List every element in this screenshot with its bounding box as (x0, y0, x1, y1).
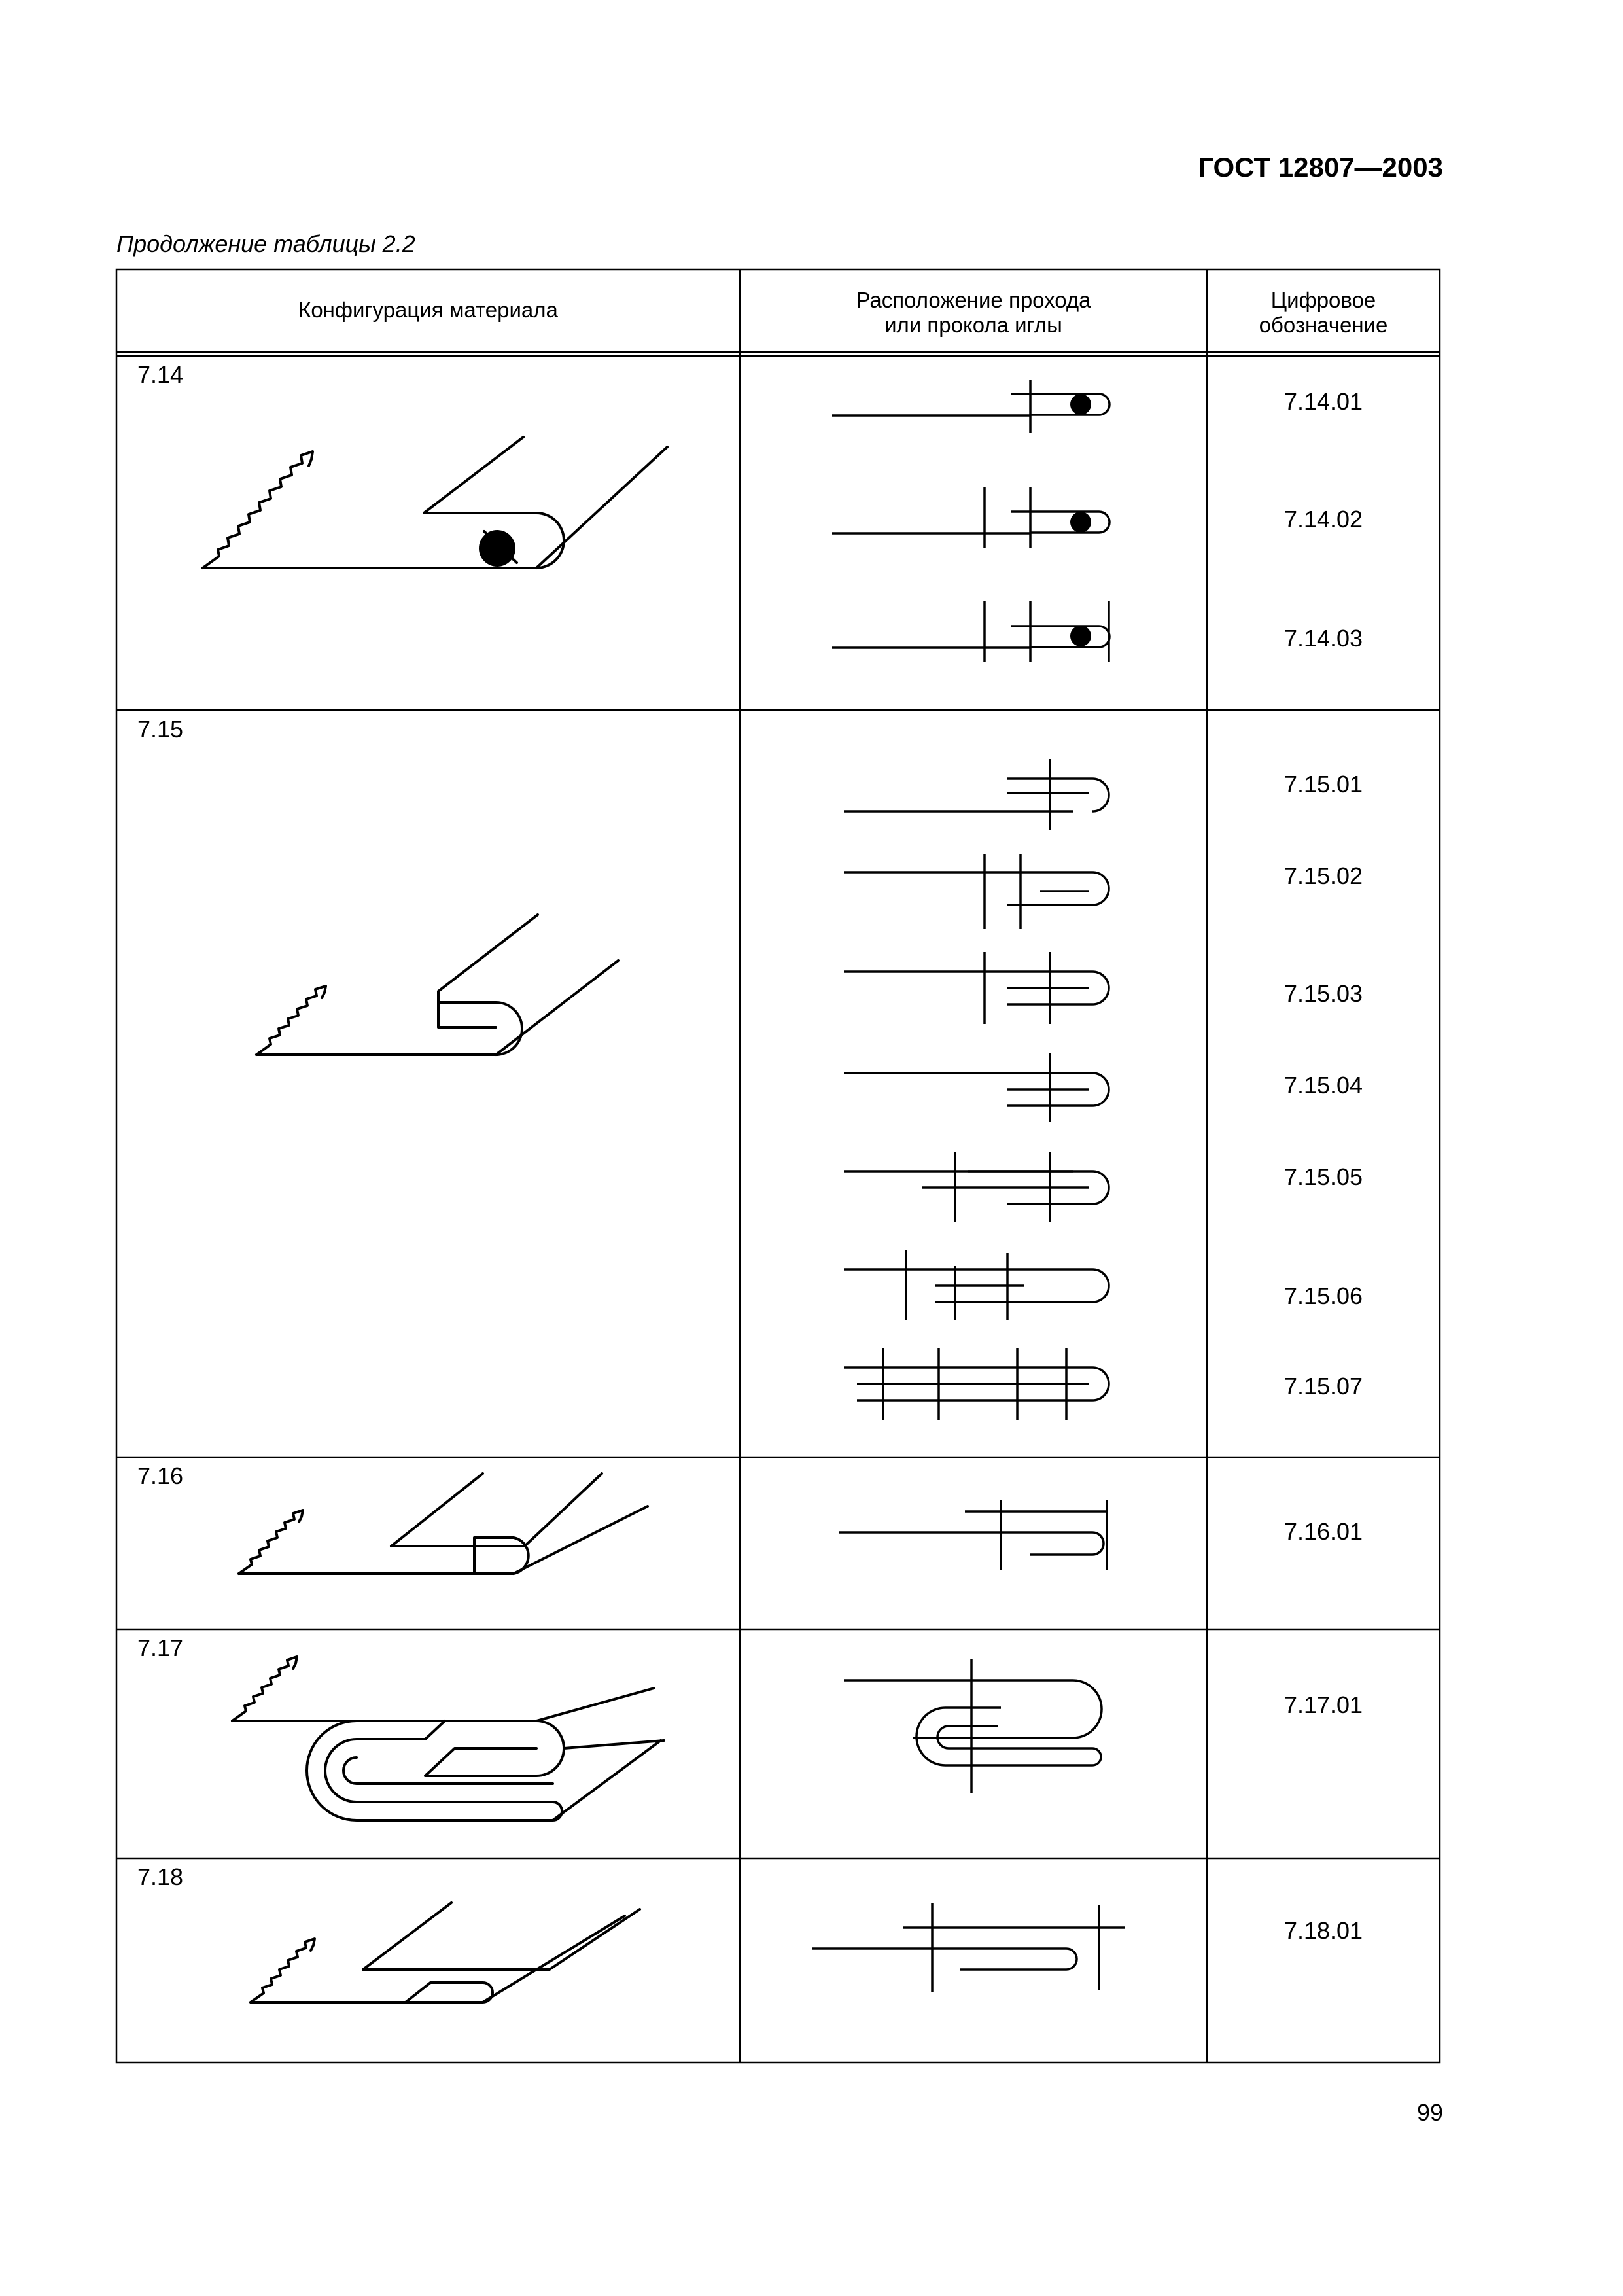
column-header-needle-position: Расположение прохода или прокола иглы (856, 288, 1091, 337)
code-cell: 7.14.02 (1283, 506, 1363, 533)
table-continuation-caption: Продолжение таблицы 2.2 (116, 230, 415, 257)
row-label: 7.18 (137, 1863, 184, 1890)
code-cell: 7.14.01 (1283, 388, 1363, 415)
needle-drawing-7-15-01 (844, 759, 1109, 830)
code-cell: 7.15.05 (1283, 1163, 1363, 1190)
code-cell: 7.18.01 (1283, 1917, 1363, 1944)
config-drawing-7-14 (203, 437, 667, 568)
code-cell: 7.17.01 (1283, 1691, 1363, 1718)
row-label: 7.16 (137, 1462, 184, 1489)
column-header-digital-designation: Цифровое обозначение (1259, 288, 1388, 337)
code-cell: 7.15.07 (1283, 1373, 1363, 1400)
code-cell: 7.16.01 (1283, 1518, 1363, 1545)
needle-drawing-7-14-01 (832, 380, 1109, 433)
config-drawing-7-15 (256, 915, 618, 1055)
code-cell: 7.15.04 (1283, 1072, 1363, 1099)
needle-drawing-7-18-01 (812, 1903, 1125, 1992)
needle-drawing-7-15-05 (844, 1152, 1109, 1222)
column-header-material-config: Конфигурация материала (298, 298, 558, 322)
code-cell: 7.15.01 (1283, 771, 1363, 798)
code-cell: 7.15.02 (1283, 862, 1363, 889)
row-label: 7.17 (137, 1634, 184, 1661)
code-cell: 7.14.03 (1283, 625, 1363, 652)
page-number: 99 (1416, 2099, 1443, 2126)
needle-drawing-7-15-02 (844, 854, 1109, 929)
needle-drawing-7-15-07 (844, 1348, 1109, 1420)
row-label: 7.14 (137, 361, 184, 388)
code-cell: 7.15.06 (1283, 1282, 1363, 1309)
standard-number: ГОСТ 12807—2003 (1198, 152, 1443, 183)
config-drawing-7-17 (232, 1657, 664, 1820)
needle-drawing-7-15-04 (844, 1053, 1109, 1122)
code-cell: 7.15.03 (1283, 980, 1363, 1007)
needle-drawing-7-17-01 (844, 1659, 1102, 1793)
needle-drawing-7-14-02 (832, 487, 1109, 548)
needle-drawing-7-15-06 (844, 1250, 1109, 1320)
config-drawing-7-16 (239, 1474, 648, 1574)
config-drawing-7-18 (251, 1903, 640, 2002)
needle-drawing-7-16-01 (839, 1500, 1107, 1570)
needle-drawing-7-14-03 (832, 601, 1109, 662)
needle-drawing-7-15-03 (844, 952, 1109, 1024)
row-label: 7.15 (137, 716, 184, 743)
